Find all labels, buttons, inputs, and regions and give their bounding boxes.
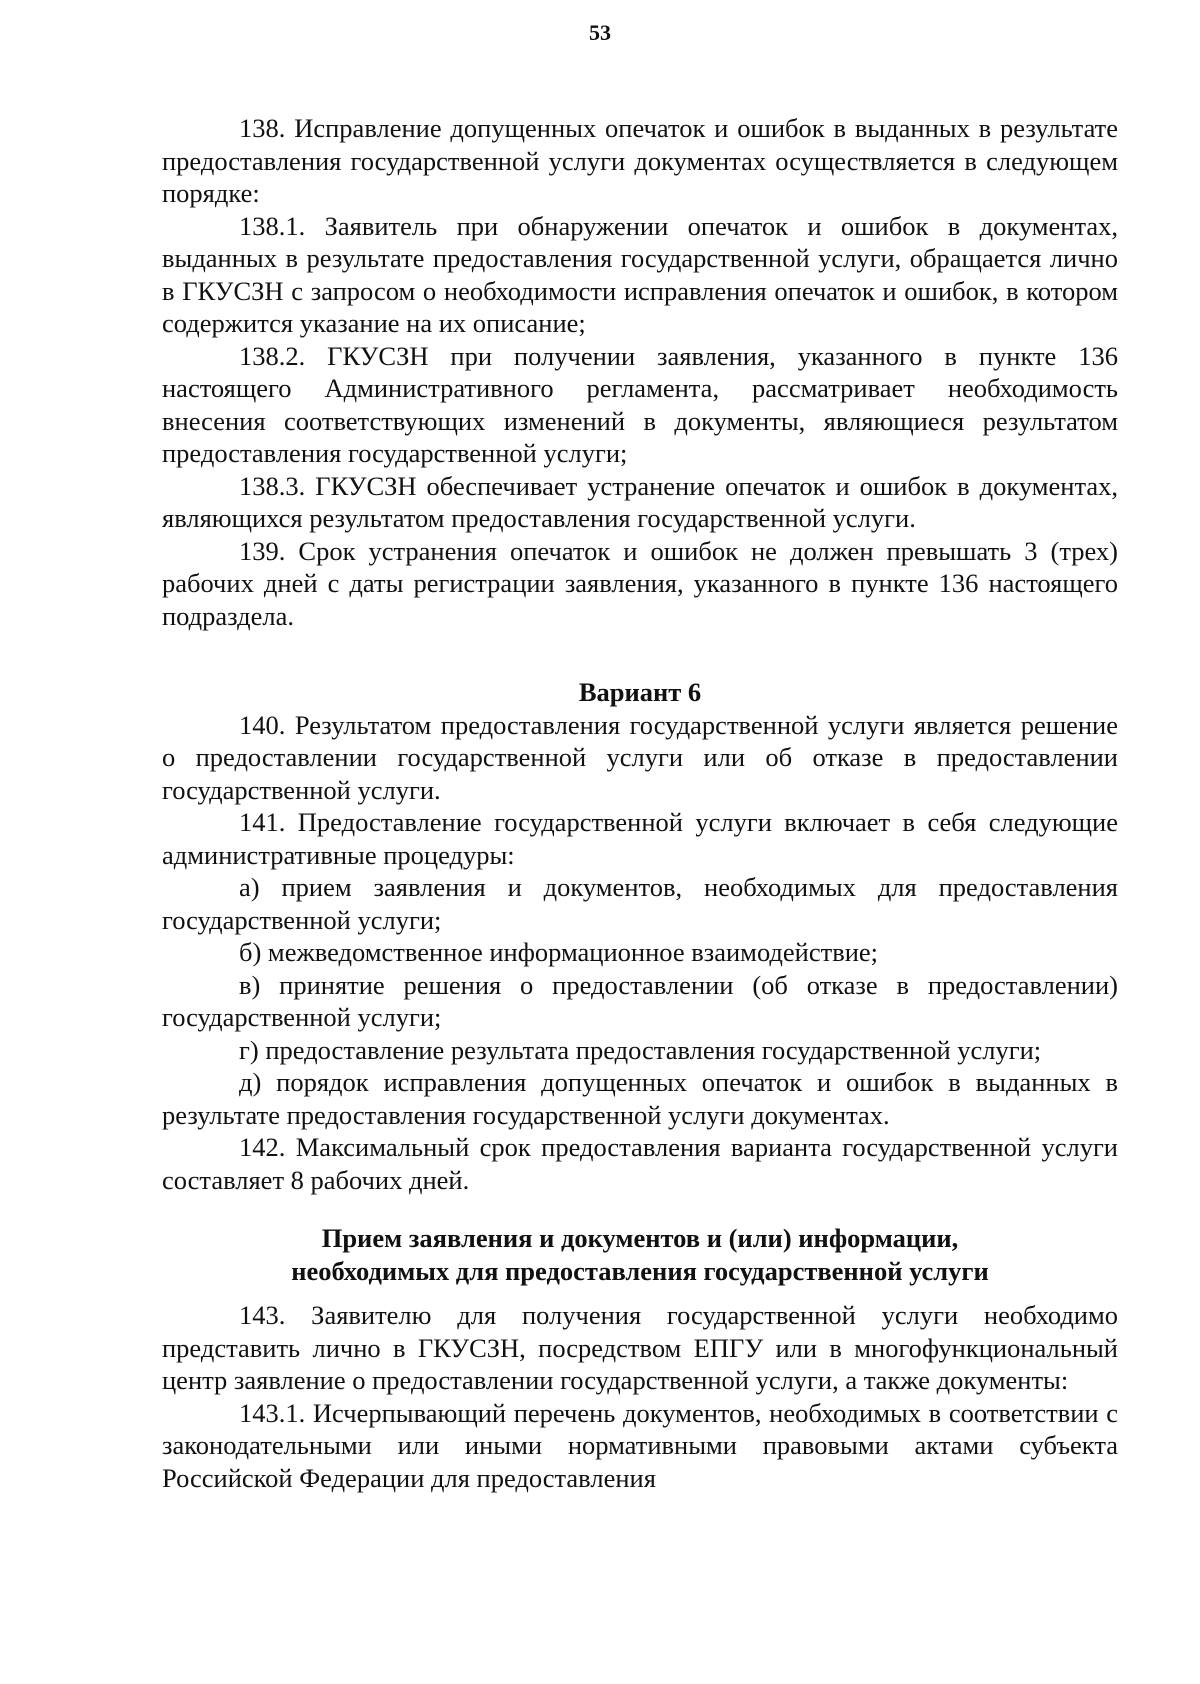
paragraph-138-2: 138.2. ГКУСЗН при получении заявления, указанного в пункте 136 настоящего Административного регламента, рассматривает необходимость внесения соответствующих изменений в документы, являющиеся результатом предоставления государственной услуги;	[162, 340, 1118, 468]
page-number: 53	[589, 20, 611, 45]
paragraph-141-g: г) предоставление результата предоставления государственной услуги;	[239, 1034, 1042, 1065]
paragraph-140: 140. Результатом предоставления государственной услуги является решение о предоставлении государственной услуги или об отказе в предоставлении государственной услуги.	[162, 709, 1118, 805]
paragraph-138: 138. Исправление допущенных опечаток и ошибок в выданных в результате предоставления государственной услуги документах осуществляется в следующем порядке:	[162, 113, 1118, 208]
paragraph-141: 141. Предоставление государственной услуги включает в себя следующие административные процедуры:	[162, 807, 1118, 870]
paragraph-143-1: 143.1. Исчерпывающий перечень документов, необходимых в соответствии с законодательными или иными нормативными правовыми актами субъекта Российской Федерации для предоставления	[162, 1397, 1118, 1493]
section-spacer	[162, 1287, 1118, 1299]
section-spacer	[162, 1196, 1118, 1222]
paragraph-141-b: б) межведомственное информационное взаимодействие;	[239, 937, 879, 967]
section-spacer	[162, 632, 1118, 676]
heading-variant-6: Вариант 6	[578, 677, 702, 707]
paragraph-141-a: а) прием заявления и документов, необходимых для предоставления государственной услуги;	[162, 872, 1118, 935]
heading-priem-line-1: Прием заявления и документов и (или) информации,	[321, 1223, 959, 1253]
heading-priem-line-2: необходимых для предоставления государственной услуги	[291, 1255, 989, 1286]
paragraph-139: 139. Срок устранения опечаток и ошибок не должен превышать 3 (трех) рабочих дней с даты регистрации заявления, указанного в пункте 136 настоящего подраздела.	[162, 535, 1118, 631]
paragraph-141-d: д) порядок исправления допущенных опечаток и ошибок в выданных в результате предоставления государственной услуги документах.	[162, 1067, 1118, 1130]
paragraph-141-v: в) принятие решения о предоставлении (об отказе в предоставлении) государственной услуги;	[162, 969, 1118, 1032]
paragraph-142: 142. Максимальный срок предоставления варианта государственной услуги составляет 8 рабочих дней.	[162, 1132, 1118, 1195]
paragraph-138-1: 138.1. Заявитель при обнаружении опечаток и ошибок в документах, выданных в результате предоставления государственной услуги, обращается лично в ГКУСЗН с запросом о необходимости исправления опечаток и ошибок, в котором содержится указание на их описание;	[162, 210, 1118, 338]
document-body	[162, 112, 1118, 1494]
paragraph-138-3: 138.3. ГКУСЗН обеспечивает устранение опечаток и ошибок в документах, являющихся результатом предоставления государственной услуги.	[162, 470, 1118, 533]
paragraph-143: 143. Заявителю для получения государственной услуги необходимо представить лично в ГКУСЗН, посредством ЕПГУ или в многофункциональный центр заявление о предоставлении государственной услуги, а также документы:	[162, 1300, 1118, 1395]
